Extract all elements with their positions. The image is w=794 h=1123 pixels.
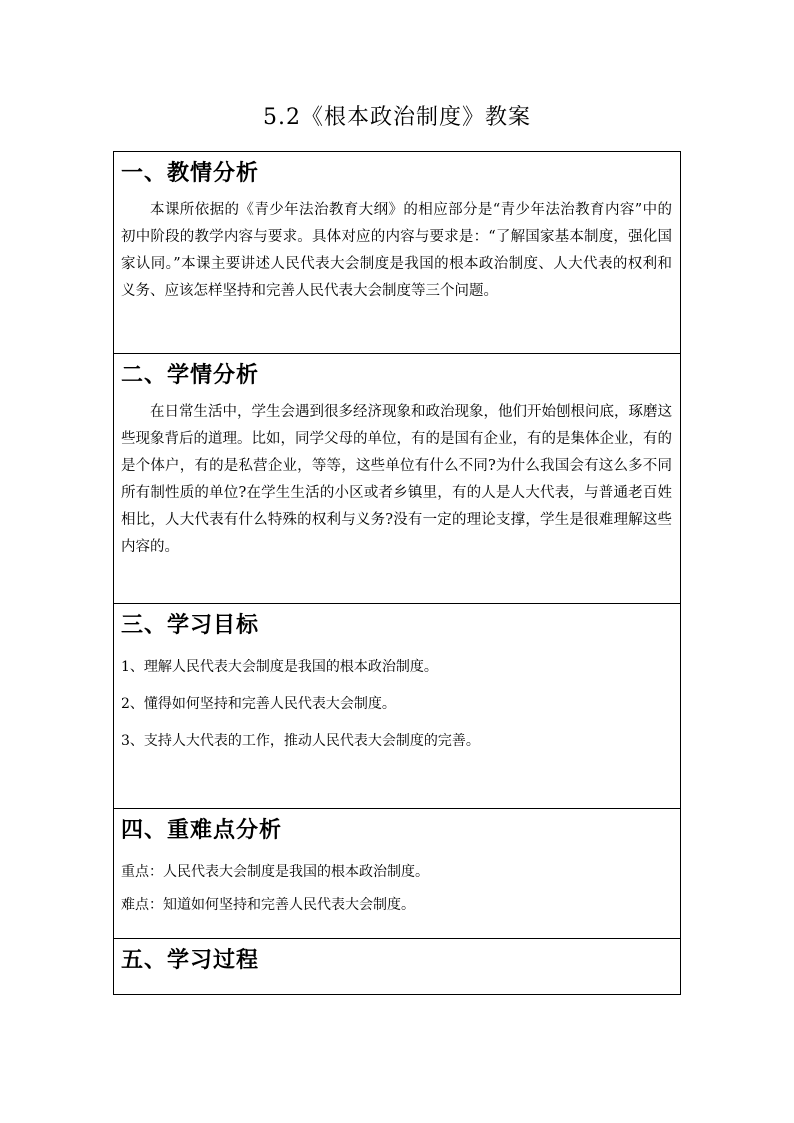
- lesson-plan-table: [113, 151, 681, 995]
- section-paragraph: 在日常生活中，学生会遇到很多经济现象和政治现象，他们开始刨根问底，琢磨这些现象背后的道理。比如，同学父母的单位，有的是国有企业，有的是集体企业，有的是个体户，有的是私营企业，等等，这些单位有什么不同?为什么我国会有这么多不同所有制性质的单位?在学生生活的小区或者乡镇里，有的人是人大代表，与普通老百姓相比，人大代表有什么特殊的权利与义务?没有一定的理论支撑，学生是很难理解这些内容的。: [121, 404, 672, 555]
- section-heading: 三、学习目标: [121, 613, 260, 638]
- section-teaching-analysis: [114, 152, 680, 354]
- section-key-points: [114, 809, 680, 939]
- section-heading: 二、学情分析: [121, 363, 260, 388]
- section-heading: 五、学习过程: [121, 948, 260, 973]
- section-heading: 一、教情分析: [121, 161, 260, 186]
- objective-item: 3、支持人大代表的工作，推动人民代表大会制度的完善。: [121, 733, 480, 749]
- objective-item: 2、懂得如何坚持和完善人民代表大会制度。: [121, 696, 396, 712]
- document-title: 5.2《根本政治制度》教案: [263, 105, 531, 130]
- difficult-point-item: 难点：知道如何坚持和完善人民代表大会制度。: [121, 897, 415, 913]
- section-learning-objectives: [114, 604, 680, 809]
- section-student-analysis: [114, 354, 680, 604]
- key-point-item: 重点：人民代表大会制度是我国的根本政治制度。: [121, 864, 429, 880]
- section-learning-process: [114, 939, 680, 994]
- objective-item: 1、理解人民代表大会制度是我国的根本政治制度。: [121, 659, 438, 675]
- section-paragraph: 本课所依据的《青少年法治教育大纲》的相应部分是“青少年法治教育内容”中的初中阶段的教学内容与要求。具体对应的内容与要求是：“了解国家基本制度，强化国家认同。”本课主要讲述人民代表大会制度是我国的根本政治制度、人大代表的权利和义务、应该怎样坚持和完善人民代表大会制度等三个问题。: [121, 202, 672, 299]
- section-heading: 四、重难点分析: [121, 818, 283, 843]
